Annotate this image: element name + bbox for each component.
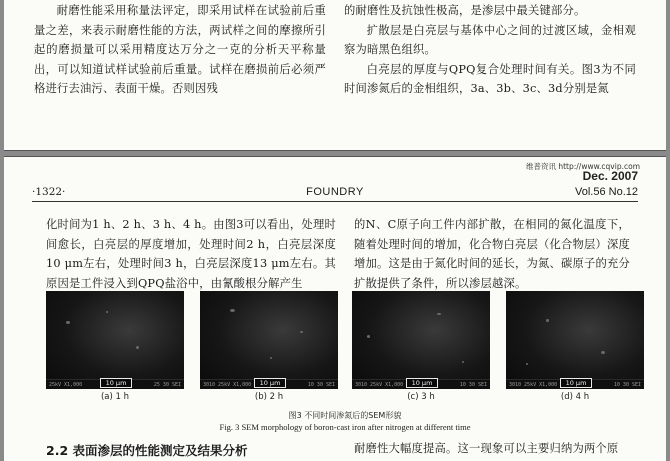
- figure-panel-c: [352, 291, 490, 402]
- bottom-right-tail-text: 耐磨性大幅度提高。这一现象可以主要归纳为两个原: [354, 442, 619, 455]
- top-left-paragraph: 耐磨性能采用称量法评定，即采用试样在试验前后重量之差，来表示耐磨性能的方法，两试样之间的摩擦所引起的磨损量可以采用精度达万分之一克的分析天平称量出，可以知道试样试验前后重量。试样在磨损前后必须严格进行去油污、表面干燥。否则因残: [34, 4, 326, 96]
- issue-date: Dec. 2007: [582, 169, 638, 183]
- top-left-column: [34, 1, 326, 99]
- previous-page: [4, 0, 666, 151]
- top-right-paragraph-1: 的耐磨性及抗蚀性极高，是渗层中最关键部分。: [344, 4, 586, 17]
- figure-panel-a: [46, 291, 184, 402]
- running-header: [32, 183, 638, 202]
- sem-image-b: [200, 291, 338, 389]
- sem-meta-left-c: 3010 25kV X1,000: [355, 382, 404, 388]
- scale-bar-c: 10 μm: [406, 378, 438, 388]
- panel-caption-b: (b) 2 h: [254, 392, 284, 402]
- scale-bar-a: 10 μm: [100, 378, 132, 388]
- volume-number: Vol.56 No.12: [575, 186, 638, 198]
- sem-meta-right-a: 25 30 SEI: [153, 382, 181, 388]
- sem-image-a: [46, 291, 184, 389]
- panel-caption-d: (d) 4 h: [560, 392, 590, 402]
- figure-caption-english: Fig. 3 SEM morphology of boron-cast iron after nitrogen at different time: [219, 422, 471, 432]
- page-number: ·1322·: [32, 186, 66, 198]
- bottom-right-paragraph: 的N、C原子向工件内部扩散，在相同的氮化温度下，随着处理时间的增加，化合物白亮层（化合物层）深度增加。这是由于氮化时间的延长，为氮、碳原子的充分扩散提供了条件，所以渗层越深。: [354, 218, 630, 290]
- bottom-right-column: [354, 215, 630, 293]
- figure-caption-chinese: 图3 不同时间渗氮后的SEM形貌: [288, 411, 402, 420]
- sem-meta-left-b: 3010 25kV X1,000: [203, 382, 252, 388]
- scale-bar-b: 10 μm: [254, 378, 286, 388]
- figure-panel-b: [200, 291, 338, 402]
- sem-meta-right-d: 10 30 SEI: [613, 382, 641, 388]
- top-right-paragraph-3: 白亮层的厚度与QPQ复合处理时间有关。图3为不同时间渗氮后的金相组织，3a、3b、3c、3d分别是氮: [344, 62, 636, 96]
- panel-caption-a: (a) 1 h: [100, 392, 130, 402]
- bottom-left-paragraph: 化时间为1 h、2 h、3 h、4 h。由图3可以看出，处理时间愈长，白亮层的厚度增加，处理时间2 h，白亮层深度10 μm左右，处理时间3 h，白亮层深度13 μm左右。其原因是工件浸入到QPQ盐浴中，由氰酸根分解产生: [46, 218, 336, 290]
- watermark: 维普资讯 http://www.cqvip.com: [525, 162, 640, 171]
- sem-meta-left-a: 25kV X1,000: [49, 382, 83, 388]
- sem-image-c: [352, 291, 490, 389]
- top-right-paragraph-2: 扩散层是白亮层与基体中心之间的过渡区域，金相观察为暗黑色组织。: [344, 23, 636, 57]
- current-page: [4, 156, 666, 461]
- panel-caption-c: (c) 3 h: [407, 392, 435, 402]
- figure-panel-d: [506, 291, 644, 402]
- journal-name: FOUNDRY: [306, 186, 364, 198]
- sem-meta-right-b: 10 30 SEI: [307, 382, 335, 388]
- section-heading: 2.2 表面渗层的性能测定及结果分析: [46, 443, 248, 458]
- top-right-column: [344, 1, 636, 99]
- scale-bar-d: 10 μm: [560, 378, 592, 388]
- sem-image-d: [506, 291, 644, 389]
- bottom-left-column: [46, 215, 336, 293]
- figure-3: [46, 291, 644, 432]
- sem-meta-left-d: 3010 25kV X1,000: [509, 382, 558, 388]
- sem-meta-right-c: 10 30 SEI: [459, 382, 487, 388]
